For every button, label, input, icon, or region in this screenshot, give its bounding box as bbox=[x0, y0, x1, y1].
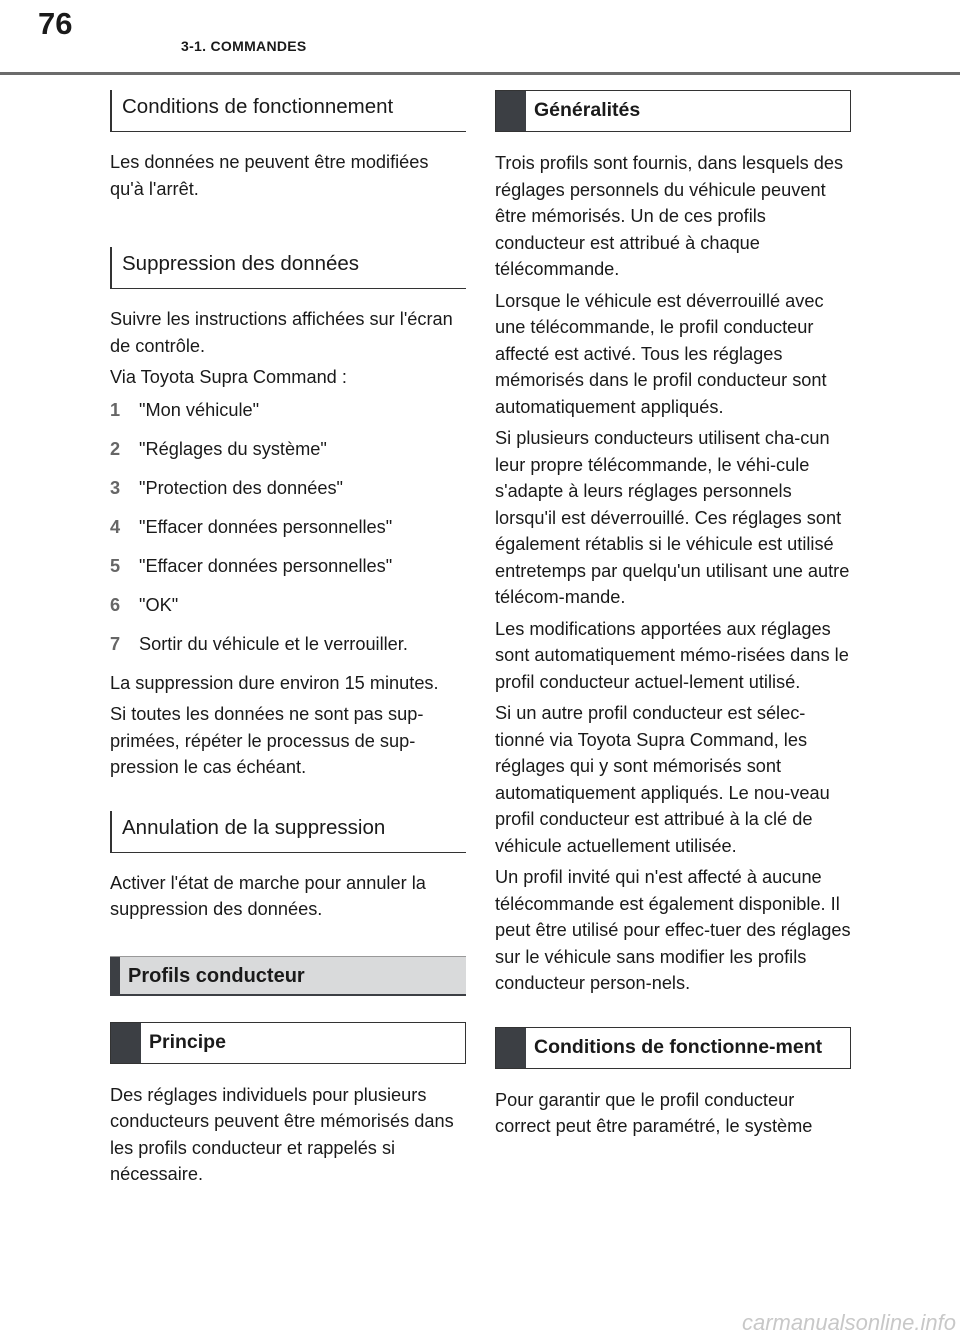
heading-bar bbox=[496, 91, 526, 131]
paragraph: Lorsque le véhicule est déverrouillé avec une télécommande, le profil conducteur affecté est activé. Tous les réglages mémorisés dans le profil conducteur sont automatiquement appliqués. bbox=[495, 290, 827, 417]
heading-principe: Principe bbox=[110, 1022, 466, 1064]
heading-conditions-fonctionnement: Conditions de fonctionne-ment bbox=[495, 1027, 851, 1069]
paragraph: Si plusieurs conducteurs utilisent cha-cun leur propre télécommande, le véhi-cule s'adapte à leurs réglages personnels lorsqu'il est déverrouillé. Ces réglages sont également rétablis si le véhicule est utilisé entretemps par quelqu'un utilisant une autre télécom-mande. bbox=[495, 428, 850, 607]
section-profils-conducteur: Profils conducteur bbox=[110, 956, 466, 996]
paragraph: Via Toyota Supra Command : bbox=[110, 367, 347, 387]
heading-bar bbox=[111, 1023, 141, 1063]
page-number: 76 bbox=[38, 6, 73, 41]
paragraph: Les données ne peuvent être modifiées qu'à l'arrêt. bbox=[110, 152, 429, 199]
step-item: 7 Sortir du véhicule et le verrouiller. bbox=[110, 633, 408, 654]
header-divider bbox=[0, 72, 960, 75]
left-column bbox=[110, 90, 466, 1193]
paragraph: La suppression dure environ 15 minutes. bbox=[110, 672, 439, 693]
paragraph: Les modifications apportées aux réglages sont automatiquement mémo-risées dans le profil conducteur actuel-lement utilisé. bbox=[495, 618, 849, 692]
step-item: 2 "Réglages du système" bbox=[110, 438, 327, 459]
watermark: carmanualsonline.info bbox=[741, 1310, 956, 1335]
paragraph: Suivre les instructions affichées sur l'écran de contrôle. bbox=[110, 309, 453, 356]
paragraph: Pour garantir que le profil conducteur correct peut être paramétré, le système bbox=[495, 1089, 813, 1136]
paragraph: Si un autre profil conducteur est sélec-tionné via Toyota Supra Command, les réglages qui y sont mémorisés sont automatiquement appliqués. Le nou-veau profil conducteur est attribué à la clé de véhicule actuellement utilisée. bbox=[495, 703, 830, 856]
heading-annulation: Annulation de la suppression bbox=[110, 811, 466, 853]
heading-generalites: Généralités bbox=[495, 90, 851, 132]
right-column bbox=[495, 90, 851, 1145]
paragraph: Des réglages individuels pour plusieurs conducteurs peuvent être mémorisés dans les profils conducteur et rappelés si nécessaire. bbox=[110, 1084, 454, 1184]
paragraph: Un profil invité qui n'est affecté à aucune télécommande est également disponible. Il peut être utilisé pour effec-tuer des réglages sur le véhicule sans modifier les profils conducteur person-nels. bbox=[495, 867, 851, 993]
page-header bbox=[0, 0, 960, 76]
heading-suppression: Suppression des données bbox=[110, 247, 466, 289]
paragraph: Trois profils sont fournis, dans lesquels des réglages personnels du véhicule peuvent être mémorisés. Un de ces profils conducteur est attribué à chaque télécommande. bbox=[495, 153, 844, 279]
chapter-title: 3-1. COMMANDES bbox=[181, 38, 307, 54]
paragraph: Si toutes les données ne sont pas sup-primées, répéter le processus de sup-pression le cas échéant. bbox=[110, 704, 424, 777]
section-bar bbox=[110, 957, 120, 994]
step-item: 3 "Protection des données" bbox=[110, 477, 344, 498]
heading-bar bbox=[496, 1028, 526, 1068]
heading-conditions: Conditions de fonctionnement bbox=[110, 90, 466, 132]
step-item: 4 "Effacer données personnelles" bbox=[110, 516, 393, 537]
step-item: 1 "Mon véhicule" bbox=[110, 399, 260, 420]
step-item: 5 "Effacer données personnelles" bbox=[110, 555, 393, 576]
step-item: 6 "OK" bbox=[110, 594, 179, 615]
paragraph: Activer l'état de marche pour annuler la suppression des données. bbox=[110, 872, 426, 919]
